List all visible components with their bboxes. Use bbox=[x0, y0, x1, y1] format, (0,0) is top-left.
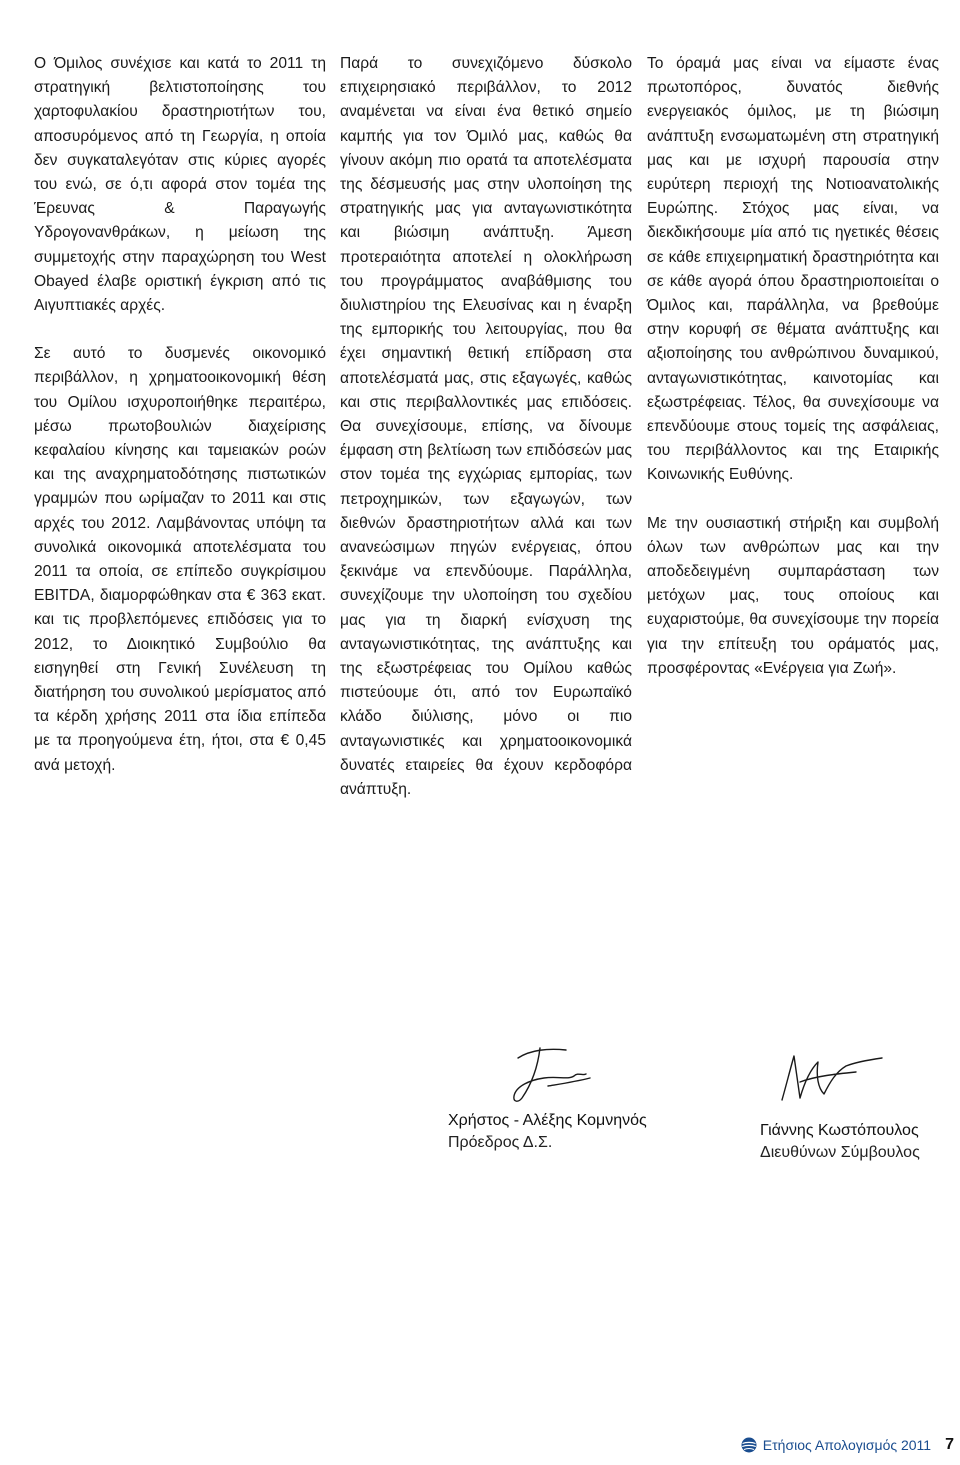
text-column-2 bbox=[340, 52, 632, 826]
sphere-logo-icon bbox=[741, 1437, 757, 1453]
text-column-1 bbox=[34, 52, 326, 802]
page-number: 7 bbox=[945, 1436, 954, 1453]
handwritten-signature bbox=[760, 1040, 900, 1112]
handwritten-signature bbox=[478, 1040, 618, 1112]
signatory-name: Γιάννης Κωστόπουλος bbox=[760, 1122, 919, 1139]
paragraph: Ο Όμιλος συνέχισε και κατά το 2011 τη στρατηγική βελτιστοποίησης του χαρτοφυλακίου δραστηριοτήτων του, αποσυρόμενος από τη Γεωργία, η οποία δεν συγκαταλεγόταν στις κύριες αγορές του ενώ, σε ό,τι αφορά στον τομέα της Έρευνας & Παραγωγής Υδρογονανθράκων, η μείωση της συμμετοχής στην παραχώρηση του West Obayed έλαβε οριστική έγκριση από τις Αιγυπτιακές αρχές. bbox=[34, 55, 326, 315]
signatory-name: Χρήστος - Αλέξης Κομνηνός bbox=[448, 1112, 647, 1129]
signature-block-chairman bbox=[448, 1040, 688, 1154]
paragraph: Σε αυτό το δυσμενές οικονομικό περιβάλλον, η χρηματοοικονομική θέση του Ομίλου ισχυροποιήθηκε περαιτέρω, μέσω πρωτοβουλιών διαχείρισης κεφαλαίου κίνησης και ταμειακών ροών και της αναχρηματοδότησης πιστωτικών γραμμών που ωρίμαζαν το 2011 και στις αρχές του 2012. Λαμβάνοντας υπόψη τα συνολικά οικονομικά αποτελέσματα του 2011 τα οποία, σε επίπεδο συγκρίσιμου EBITDA, διαμορφώθηκαν στα € 363 εκατ. και τις προβλεπόμενες επιδόσεις για το 2012, το Διοικητικό Συμβούλιο θα εισηγηθεί στη Γενική Συνέλευση τη διατήρηση του συνολικού μερίσματος από τα κέρδη χρήσης 2011 στα ίδια επίπεδα με τα προηγούμενα έτη, ήτοι, στα € 0,45 ανά μετοχή. bbox=[34, 345, 326, 774]
paragraph: Το όραμά μας είναι να είμαστε ένας πρωτοπόρος, δυνατός διεθνής ενεργειακός όμιλος, με τη βιώσιμη ανάπτυξη ενσωματωμένη στη στρατηγική μας και με ισχυρή παρουσία στην ευρύτερη περιοχή της Νοτιοανατολικής Ευρώπης. Στόχος μας είναι, να διεκδικήσουμε μία από τις ηγετικές θέσεις σε κάθε επιχειρηματική δραστηριότητα και σε κάθε αγορά όπου δραστηριοποιείται ο Όμιλος και, παράλληλα, να βρεθούμε στην κορυφή σε θέματα ανάπτυξης και αξιοποίησης του ανθρώπινου δυναμικού, ανταγωνιστικότητας, καινοτομίας και εξωστρέφειας. Τέλος, θα συνεχίσουμε να επενδύουμε στους τομείς της ασφάλειας, του περιβάλλοντος και της Εταιρικής Κοινωνικής Ευθύνης. bbox=[647, 55, 939, 484]
page-footer bbox=[741, 1435, 954, 1455]
paragraph: Παρά το συνεχιζόμενο δύσκολο επιχειρησιακό περιβάλλον, το 2012 αναμένεται να είναι ένα θετικό σημείο καμπής για τον Όμιλό μας, καθώς θα γίνουν ακόμη πιο ορατά τα αποτελέσματα της δέσμευσής μας στην υλοποίηση της στρατηγικής μας για ανταγωνιστικότητα και βιώσιμη ανάπτυξη. Άμεση προτεραιότητα αποτελεί η ολοκλήρωση του προγράμματος αναβάθμισης του διυλιστηρίου της Ελευσίνας και η έναρξη της εμπορικής του λειτουργίας, που θα έχει σημαντική θετική επίδραση στα αποτελέσματά μας, στις εξαγωγές, καθώς και στις περιβαλλοντικές μας επιδόσεις. Θα συνεχίσουμε, επίσης, να δίνουμε έμφαση στη βελτίωση των επιδόσεών μας στον τομέα της εγχώριας εμπορίας, των πετροχημικών, των εξαγωγών, των διεθνών δραστηριοτήτων αλλά και των ανανεώσιμων πηγών ενέργειας, όπου ξεκινάμε να επενδύουμε. Παράλληλα, συνεχίζουμε την υλοποίηση του σχεδίου μας για τη διαρκή ενίσχυση της ανταγωνιστικότητας, της ανάπτυξης και της εξωστρέφειας του Ομίλου καθώς πιστεύουμε ότι, από τον Ευρωπαϊκό κλάδο διύλισης, μόνο οι πιο ανταγωνιστικές και χρηματοοικονομικά δυνατές εταιρείες θα έχουν κερδοφόρα ανάπτυξη. bbox=[340, 55, 632, 799]
signatory-title: Διευθύνων Σύμβουλος bbox=[760, 1144, 920, 1161]
text-column-3 bbox=[647, 52, 939, 705]
signatory-title: Πρόεδρος Δ.Σ. bbox=[448, 1134, 553, 1151]
paragraph: Με την ουσιαστική στήριξη και συμβολή όλων των ανθρώπων μας και την αποδεδειγμένη συμπαράσταση των μετόχων μας, τους οποίους και ευχαριστούμε, θα συνεχίσουμε την πορεία για την επίτευξη του οράματός μας, προσφέροντας «Ενέργεια για Ζωή». bbox=[647, 514, 939, 677]
signature-block-ceo bbox=[760, 1040, 950, 1164]
report-title: Ετήσιος Απολογισμός 2011 bbox=[762, 1437, 932, 1453]
